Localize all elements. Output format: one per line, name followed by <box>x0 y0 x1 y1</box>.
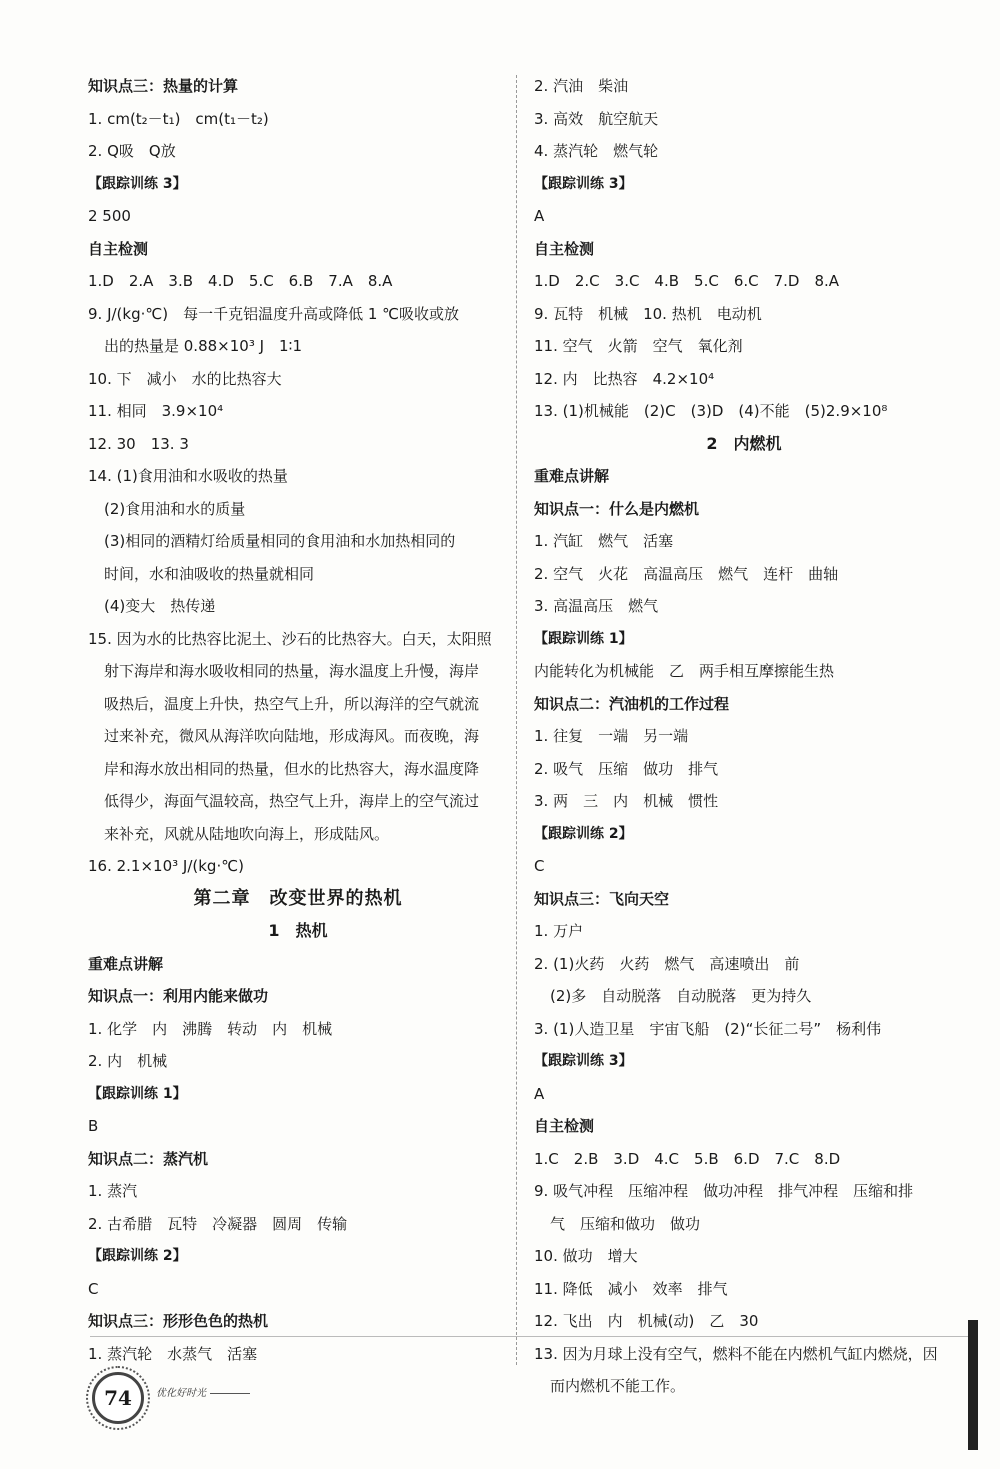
answer-line: 3. (1)人造卫星 宇宙飞船 (2)“长征二号” 杨利伟 <box>534 1019 882 1038</box>
lesson-title: 2 内燃机 <box>706 433 782 453</box>
answer-line: 15. 因为水的比热容比泥土、沙石的比热容大。白天，太阳照 <box>88 629 492 648</box>
answer-line: 9. 吸气冲程 压缩冲程 做功冲程 排气冲程 压缩和排 <box>534 1182 914 1200</box>
answer-line: 10. 做功 增大 <box>534 1247 638 1265</box>
practice-heading: 【跟踪训练 1】 <box>534 630 633 647</box>
answer-line: 2. 空气 火花 高温高压 燃气 连杆 曲轴 <box>534 564 839 583</box>
answer-line: 2. (1)火药 火药 燃气 高速喷出 前 <box>534 954 800 973</box>
answer-line: 2. Q吸 Q放 <box>88 142 176 160</box>
lesson-title: 1 热机 <box>268 921 328 940</box>
column-divider <box>516 75 517 1365</box>
page-number: 74 <box>104 1386 132 1410</box>
answer-line: 时间，水和油吸收的热量就相同 <box>104 564 315 583</box>
practice-heading: 【跟踪训练 3】 <box>534 1053 633 1069</box>
answer-line: 13. (1)机械能 (2)C (3)D (4)不能 (5)2.9×10⁸ <box>534 402 888 420</box>
section-heading: 知识点三：形形色色的热机 <box>88 1312 269 1330</box>
answer-line: 射下海岸和海水吸收相同的热量，海水温度上升慢，海岸 <box>104 662 480 680</box>
section-heading: 知识点二：蒸汽机 <box>88 1149 209 1168</box>
answer-line: C <box>88 1279 99 1298</box>
section-heading: 自主检测 <box>88 239 149 258</box>
answer-line: C <box>534 857 545 875</box>
answer-line: 出的热量是 0.88×10³ J 1∶1 <box>104 337 303 355</box>
answer-line: 9. J/(kg·℃) 每一千克铝温度升高或降低 1 ℃吸收或放 <box>88 304 460 323</box>
answer-line: 1. 蒸汽轮 水蒸气 活塞 <box>88 1344 258 1363</box>
practice-heading: 【跟踪训练 3】 <box>88 175 187 192</box>
practice-heading: 【跟踪训练 3】 <box>534 175 633 192</box>
answer-line: 2. 内 机械 <box>88 1052 168 1070</box>
answer-line: 3. 高温高压 燃气 <box>534 597 659 615</box>
scan-edge-mark <box>968 1320 978 1450</box>
section-heading: 自主检测 <box>534 239 595 258</box>
answer-line: 12. 30 13. 3 <box>88 434 189 453</box>
answer-line: 而内燃机不能工作。 <box>550 1377 686 1395</box>
answer-line: 吸热后，温度上升快，热空气上升，所以海洋的空气就流 <box>104 694 480 713</box>
answer-line: 1. 汽缸 燃气 活塞 <box>534 532 674 550</box>
answer-line: 9. 瓦特 机械 10. 热机 电动机 <box>534 304 762 323</box>
answer-line: (2)食用油和水的质量 <box>104 499 246 518</box>
answer-line: 1. 化学 内 沸腾 转动 内 机械 <box>88 1019 333 1038</box>
answer-line: 12. 飞出 内 机械(动) 乙 30 <box>534 1312 759 1330</box>
practice-heading: 【跟踪训练 2】 <box>534 825 633 842</box>
answer-line: 1.D 2.A 3.B 4.D 5.C 6.B 7.A 8.A <box>88 272 393 290</box>
section-heading: 重难点讲解 <box>88 954 164 973</box>
answer-line: 13. 因为月球上没有空气，燃料不能在内燃机气缸内燃烧，因 <box>534 1344 938 1363</box>
answer-line: 14. (1)食用油和水吸收的热量 <box>88 467 288 485</box>
answer-line: 内能转化为机械能 乙 两手相互摩擦能生热 <box>534 662 835 680</box>
section-heading: 自主检测 <box>534 1117 595 1135</box>
section-heading: 重难点讲解 <box>534 467 610 485</box>
footer-tag: 优化好时光 <box>156 1384 250 1399</box>
practice-heading: 【跟踪训练 1】 <box>88 1085 187 1102</box>
answer-line: 4. 蒸汽轮 燃气轮 <box>534 142 659 160</box>
answer-line: (3)相同的酒精灯给质量相同的食用油和水加热相同的 <box>104 532 456 550</box>
answer-line: 11. 降低 减小 效率 排气 <box>534 1279 728 1298</box>
section-heading: 知识点三：热量的计算 <box>88 77 239 95</box>
answer-line: 来补充，风就从陆地吹向海上，形成陆风。 <box>104 824 390 843</box>
answer-line: B <box>88 1117 99 1135</box>
section-heading: 知识点三：飞向天空 <box>534 889 670 908</box>
answer-line: 11. 空气 火箭 空气 氧化剂 <box>534 337 743 355</box>
answer-line: (2)多 自动脱落 自动脱落 更为持久 <box>550 987 812 1005</box>
answer-line: 11. 相同 3.9×10⁴ <box>88 402 224 420</box>
answer-line: 2. 古希腊 瓦特 冷凝器 圆周 传输 <box>88 1214 348 1233</box>
practice-heading: 【跟踪训练 2】 <box>88 1248 187 1264</box>
answer-line: 1.D 2.C 3.C 4.B 5.C 6.C 7.D 8.A <box>534 272 840 290</box>
answer-line: 3. 两 三 内 机械 惯性 <box>534 792 719 810</box>
section-heading: 知识点二：汽油机的工作过程 <box>534 694 730 713</box>
footer-rule <box>90 1336 970 1337</box>
answer-line: 3. 高效 航空航天 <box>534 109 659 128</box>
answer-line: 1. cm(t₂－t₁) cm(t₁－t₂) <box>88 109 269 128</box>
answer-line: 10. 下 减小 水的比热容大 <box>88 369 282 388</box>
answer-line: 16. 2.1×10³ J/(kg·℃) <box>88 857 244 875</box>
section-heading: 知识点一：什么是内燃机 <box>534 499 700 518</box>
answer-line: (4)变大 热传递 <box>104 597 216 615</box>
page-number-badge <box>92 1372 144 1424</box>
answer-line: 岸和海水放出相同的热量，但水的比热容大，海水温度降 <box>104 759 480 778</box>
answer-line: 1. 往复 一端 另一端 <box>534 727 689 745</box>
answer-line: A <box>534 1084 545 1103</box>
answer-line: 1. 万户 <box>534 922 584 940</box>
answer-line: 2 500 <box>88 207 131 225</box>
answer-line: 1.C 2.B 3.D 4.C 5.B 6.D 7.C 8.D <box>534 1149 841 1168</box>
answer-line: 12. 内 比热容 4.2×10⁴ <box>534 369 715 388</box>
chapter-title: 第二章 改变世界的热机 <box>193 887 403 909</box>
right-column <box>534 70 954 1403</box>
answer-line: A <box>534 207 545 225</box>
section-heading: 知识点一：利用内能来做功 <box>88 987 269 1005</box>
answer-line: 2. 吸气 压缩 做功 排气 <box>534 759 719 778</box>
left-column <box>88 70 508 1370</box>
answer-line: 气 压缩和做功 做功 <box>550 1214 701 1233</box>
answer-line: 1. 蒸汽 <box>88 1182 138 1200</box>
answer-line: 低得少，海面气温较高，热空气上升，海岸上的空气流过 <box>104 792 480 810</box>
answer-line: 2. 汽油 柴油 <box>534 77 629 95</box>
answer-line: 过来补充，微风从海洋吹向陆地，形成海风。而夜晚，海 <box>104 727 480 745</box>
